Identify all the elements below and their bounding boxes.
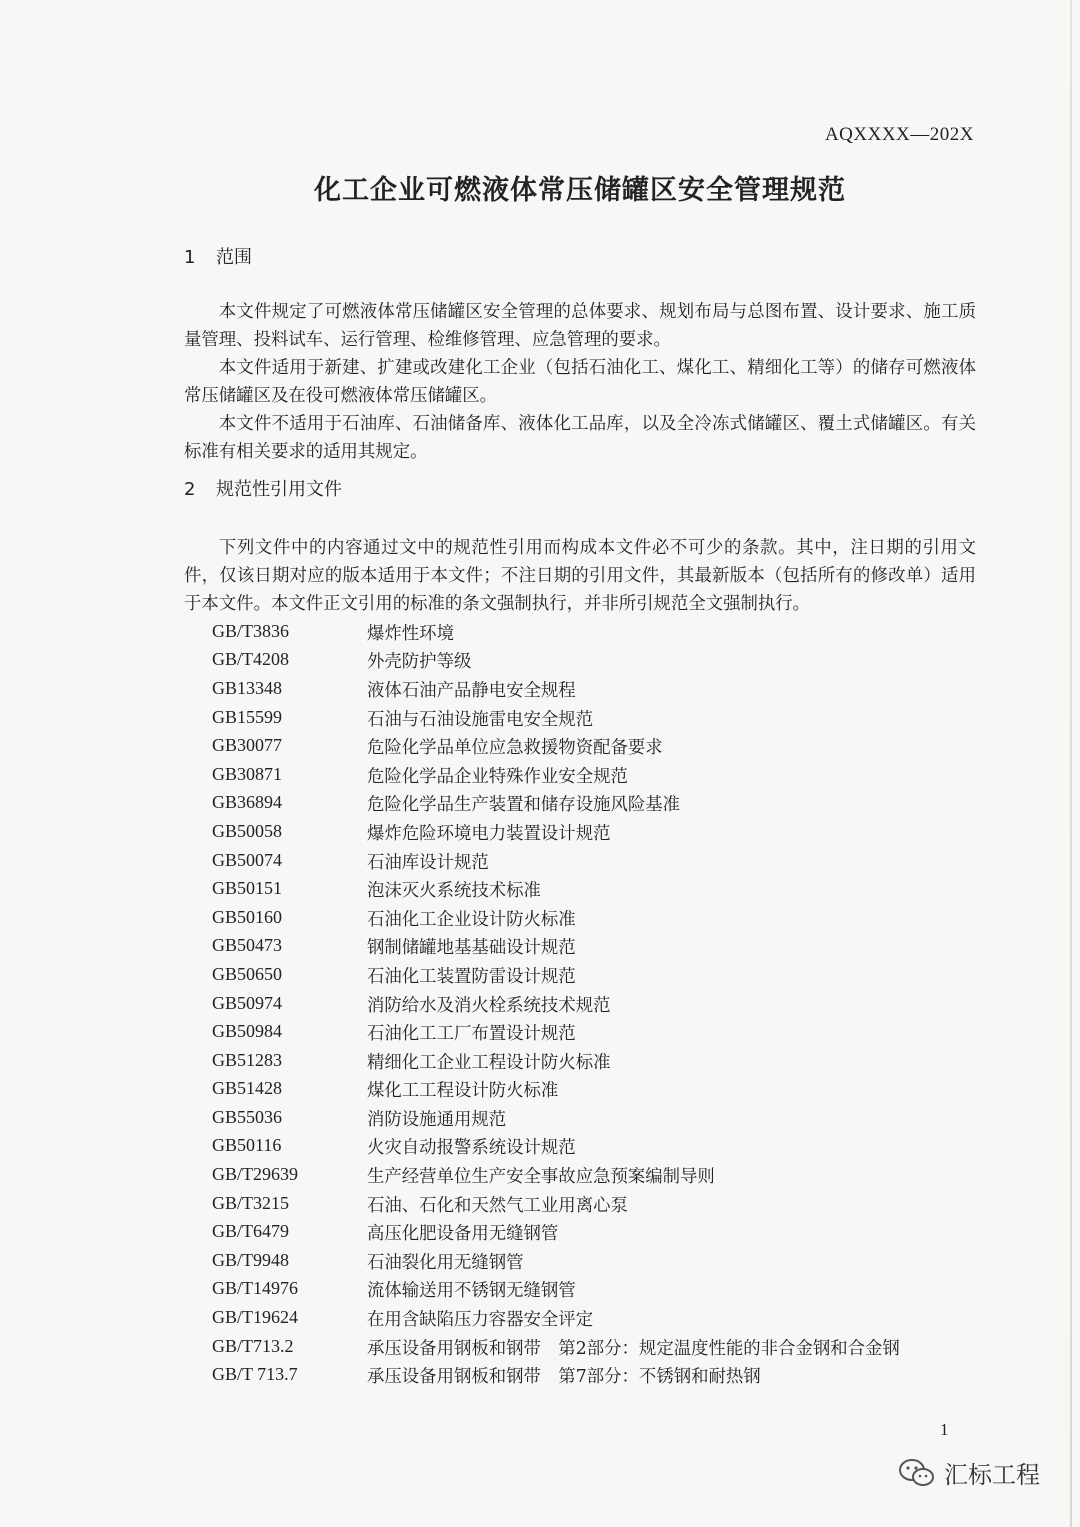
paragraph: 本文件适用于新建、扩建或改建化工企业（包括石油化工、煤化工、精细化工等）的储存可燃液体常压储罐区及在役可燃液体常压储罐区。 (184, 358, 976, 406)
section-2-intro (184, 534, 976, 618)
reference-code: GB/T19624 (212, 1307, 299, 1328)
reference-item (212, 1217, 900, 1246)
reference-code: GB50984 (212, 1021, 283, 1042)
reference-title: 泡沫灭火系统技术标准 (367, 881, 541, 902)
reference-item (212, 1160, 900, 1189)
paragraph: 本文件不适用于石油库、石油储备库、液体化工品库，以及全冷冻式储罐区、覆土式储罐区。有关标准有相关要求的适用其规定。 (184, 414, 976, 462)
reference-title: 钢制储罐地基基础设计规范 (367, 938, 576, 959)
reference-title: 危险化学品生产装置和储存设施风险基准 (367, 795, 681, 816)
reference-item (212, 960, 900, 989)
reference-title: 液体石油产品静电安全规程 (367, 680, 576, 701)
reference-title: 煤化工工程设计防火标准 (367, 1081, 559, 1102)
paragraph: 下列文件中的内容通过文中的规范性引用而构成本文件必不可少的条款。其中，注日期的引用文件，仅该日期对应的版本适用于本文件；不注日期的引用文件，其最新版本（包括所有的修改单）适用于本文件。本文件正文引用的标准的条文强制执行，并非所引规范全文强制执行。 (184, 538, 976, 614)
reference-code: GB50116 (212, 1135, 282, 1156)
reference-item (212, 874, 900, 903)
reference-item (212, 1332, 900, 1361)
reference-title: 爆炸危险环境电力装置设计规范 (367, 823, 611, 844)
reference-title: 石油裂化用无缝钢管 (367, 1252, 524, 1273)
reference-item (212, 1075, 900, 1104)
reference-code: GB51428 (212, 1078, 283, 1099)
reference-code: GB/T14976 (212, 1278, 299, 1299)
reference-item (212, 1189, 900, 1218)
reference-code: GB50160 (212, 906, 283, 927)
reference-item (212, 617, 900, 646)
reference-title: 外壳防护等级 (367, 652, 472, 673)
watermark (898, 1455, 1040, 1490)
reference-title: 精细化工企业工程设计防火标准 (367, 1052, 611, 1073)
reference-code: GB50974 (212, 992, 283, 1013)
reference-code: GB30077 (212, 735, 283, 756)
reference-title: 危险化学品单位应急救援物资配备要求 (367, 738, 663, 759)
reference-item (212, 1360, 900, 1389)
reference-code: GB55036 (212, 1106, 283, 1127)
reference-item (212, 1246, 900, 1275)
reference-item (212, 789, 900, 818)
section-title: 规范性引用文件 (216, 479, 342, 500)
reference-code: GB/T3215 (212, 1192, 290, 1213)
reference-code: GB50650 (212, 963, 283, 984)
section-2-heading (184, 475, 342, 501)
reference-title: 危险化学品企业特殊作业安全规范 (367, 766, 628, 787)
paragraph: 本文件规定了可燃液体常压储罐区安全管理的总体要求、规划布局与总图布置、设计要求、施工质量管理、投料试车、运行管理、检维修管理、应急管理的要求。 (184, 302, 976, 350)
reference-code: GB15599 (212, 706, 283, 727)
reference-title: 石油化工装置防雷设计规范 (367, 966, 576, 987)
reference-title: 承压设备用钢板和钢带 第2部分：规定温度性能的非合金钢和合金钢 (367, 1338, 900, 1359)
reference-title: 石油、石化和天然气工业用离心泵 (367, 1195, 628, 1216)
reference-item (212, 703, 900, 732)
reference-item (212, 903, 900, 932)
reference-code: GB50151 (212, 878, 283, 899)
reference-code: GB50473 (212, 935, 283, 956)
reference-code: GB51283 (212, 1049, 283, 1070)
section-number: 2 (184, 479, 196, 500)
reference-code: GB/T9948 (212, 1249, 290, 1270)
reference-item (212, 1132, 900, 1161)
section-1-heading (184, 243, 252, 269)
reference-title: 石油库设计规范 (367, 852, 489, 873)
reference-item (212, 989, 900, 1018)
reference-item (212, 731, 900, 760)
reference-code: GB/T6479 (212, 1221, 290, 1242)
reference-code: GB/T 713.7 (212, 1364, 298, 1385)
reference-title: 消防给水及消火栓系统技术规范 (367, 995, 611, 1016)
reference-title: 生产经营单位生产安全事故应急预案编制导则 (367, 1167, 715, 1188)
reference-item (212, 760, 900, 789)
section-title: 范围 (216, 247, 252, 268)
page-edge (1070, 0, 1072, 1527)
reference-title: 流体输送用不锈钢无缝钢管 (367, 1281, 576, 1302)
reference-item (212, 817, 900, 846)
reference-title: 石油化工企业设计防火标准 (367, 909, 576, 930)
reference-code: GB50074 (212, 849, 283, 870)
reference-item (212, 1303, 900, 1332)
reference-title: 火灾自动报警系统设计规范 (367, 1138, 576, 1159)
reference-title: 爆炸性环境 (367, 623, 454, 644)
reference-item (212, 846, 900, 875)
section-1-body (184, 298, 976, 466)
section-number: 1 (184, 247, 196, 268)
reference-item (212, 646, 900, 675)
reference-title: 承压设备用钢板和钢带 第7部分：不锈钢和耐热钢 (367, 1367, 761, 1388)
reference-code: GB/T3836 (212, 620, 290, 641)
reference-item (212, 1017, 900, 1046)
reference-code: GB50058 (212, 820, 283, 841)
reference-title: 高压化肥设备用无缝钢管 (367, 1224, 559, 1245)
reference-list (212, 617, 900, 1389)
reference-title: 石油与石油设施雷电安全规范 (367, 709, 594, 730)
wechat-icon (898, 1457, 936, 1489)
reference-title: 在用含缺陷压力容器安全评定 (367, 1310, 594, 1331)
reference-item (212, 1275, 900, 1304)
reference-code: GB/T4208 (212, 649, 290, 670)
watermark-text: 汇标工程 (944, 1461, 1040, 1489)
reference-item (212, 1103, 900, 1132)
reference-item (212, 1046, 900, 1075)
reference-code: GB36894 (212, 792, 283, 813)
document-title: 化工企业可燃液体常压储罐区安全管理规范 (314, 175, 846, 206)
reference-title: 消防设施通用规范 (367, 1109, 507, 1130)
page-number: 1 (940, 1420, 949, 1439)
reference-code: GB/T713.2 (212, 1335, 294, 1356)
reference-title: 石油化工工厂布置设计规范 (367, 1024, 576, 1045)
reference-code: GB/T29639 (212, 1164, 299, 1185)
reference-code: GB30871 (212, 763, 283, 784)
reference-item (212, 674, 900, 703)
reference-item (212, 932, 900, 961)
reference-code: GB13348 (212, 677, 283, 698)
document-code: AQXXXX—202X (824, 124, 974, 145)
